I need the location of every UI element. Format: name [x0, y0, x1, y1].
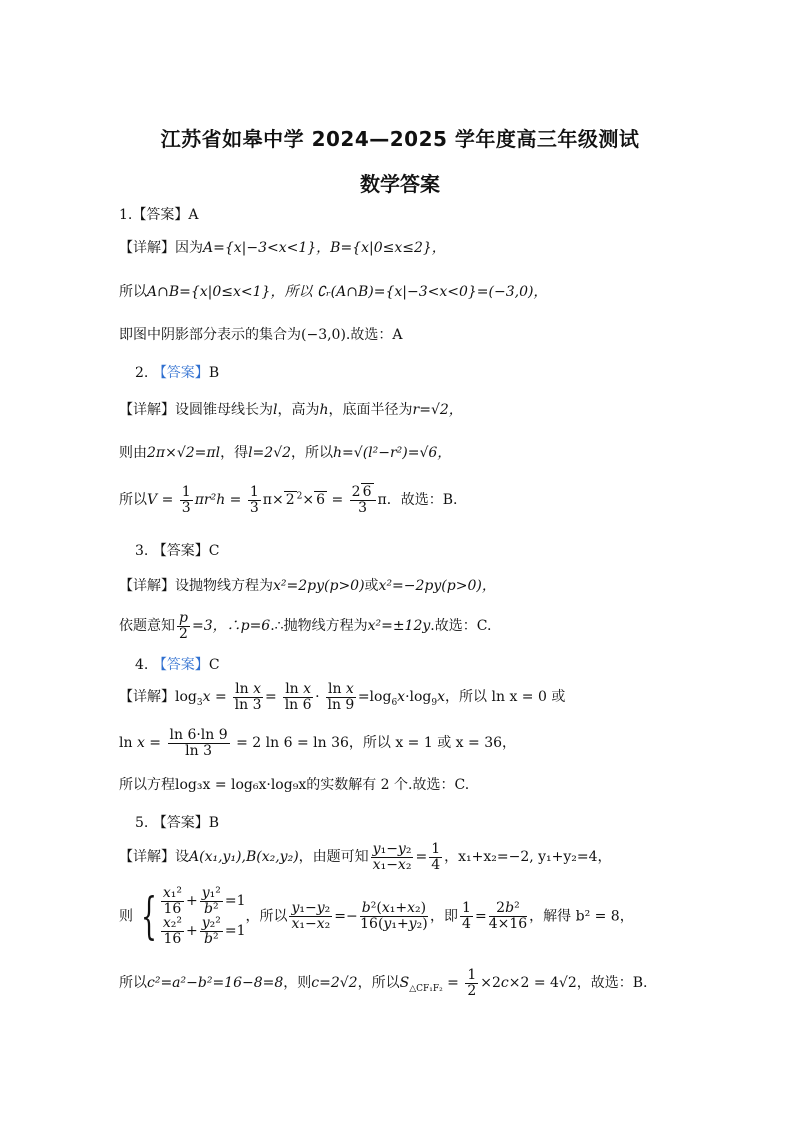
- q3-line2-math2: x²=±12y: [367, 618, 431, 635]
- q3-line1-mid: 或: [364, 578, 379, 594]
- q2-answer-value: B: [208, 365, 220, 381]
- q5-line1-text: 【详解】设: [119, 849, 189, 866]
- q2-answer-tag: 【答案】: [152, 365, 209, 381]
- q2-line2-text: 则由: [119, 445, 147, 461]
- q2-line2-mid: ，得: [220, 445, 249, 461]
- q5-line1: 【详解】设A(x₁,y₁),B(x₂,y₂)，由题可知 $\frac{\text{y₁−y₂}}{\text{x₁−x₂}}$ = $\frac{1}{4}$ ，x₁+x₂=−2, y₁+y₂=4，: [119, 841, 612, 873]
- q2-line1-text: 【详解】设圆锥母线长为: [119, 402, 273, 418]
- q5-answer: 5. 【答案】B: [135, 815, 220, 831]
- q5-line3-mid: ，则: [283, 975, 312, 992]
- q2-line3: 所以V = $\frac{1}{3}$ πr²h = $\frac{1}{3}$ π× 2 $^2$× 6 = $\frac{2 6}{3}$ π．故选：B.: [119, 484, 458, 516]
- q1-line1: [119, 240, 446, 257]
- q1-answer: 1.【答案】A: [119, 207, 199, 223]
- q2-line2-math1: 2π×√2=πl: [147, 445, 221, 461]
- page-subtitle: 数学答案: [360, 172, 440, 196]
- q4-line1-tail: ，所以 ln x = 0 或: [445, 689, 566, 706]
- q1-line3: [119, 327, 402, 344]
- q2-line2-math3: h=√(l²−r²)=√6，: [333, 445, 452, 461]
- q5-line1-mid: ，由题可知: [298, 849, 369, 866]
- q4-line1-text: 【详解】: [119, 689, 175, 706]
- q4-answer-tag: 【答案】: [152, 657, 209, 673]
- q4-answer: [135, 657, 220, 674]
- q5-line1-tail: ，x₁+x₂=−2, y₁+y₂=4，: [444, 849, 612, 866]
- q4-line3-math: log₃x = log₆x·log₉x: [175, 777, 307, 793]
- q3-line2: 依题意知 $\frac{p}{2}$ =3，∴p=6.∴抛物线方程为x²=±12y.故选：C.: [119, 610, 492, 642]
- q1-line1-math: A={x|−3<x<1}，B={x|0≤x≤2}，: [203, 240, 446, 256]
- q5-line3-mid2: ，所以: [357, 975, 400, 992]
- q5-line3-math2: c=2√2: [311, 975, 358, 992]
- q2-line1: 【详解】设圆锥母线长为l，高为h，底面半径为r=√2，: [119, 402, 463, 418]
- q5-line2-tail: ，解得 b² = 8，: [529, 908, 634, 925]
- q5-line2-mid: ，所以: [245, 908, 288, 925]
- q2-line1-math: r=√2，: [412, 402, 463, 418]
- q3-line1: [119, 578, 496, 595]
- page-title: 江苏省如皋中学 2024—2025 学年度高三年级测试: [160, 127, 640, 151]
- q3-line1-math2: x²=−2py(p>0)，: [378, 578, 496, 594]
- q3-line2-text: 依题意知: [119, 618, 175, 635]
- q1-line3-math: (−3,0): [301, 327, 346, 343]
- q2-line3-text: 所以: [119, 492, 147, 509]
- q3-answer: 3. 【答案】C: [135, 543, 220, 559]
- q4-line2-tail: ，所以 x = 1 或 x = 36，: [348, 735, 517, 752]
- q3-line2-mid: .∴抛物线方程为: [270, 618, 368, 635]
- q2-num: 2.: [135, 365, 149, 381]
- q5-line2: 则 { $\frac{\text{x₁²}}{16}$ + $\frac{\text{y₁²}}{\text{b²}}$ =1 $\frac{\text{x₂²}}{16}$ + $\frac{\text{y₂²}}{\text{b²}}$ =1 ，所以 $\frac{\text{y₁−y₂}}{\text{x₁−x₂}}$ =− $\frac{\text{b²(x₁+x₂)}}{\text{16(y₁+y₂)}}$ ，即 $\frac{1}{4}$ = $\frac{\text{2b²}}{4\times 16}$ ，解得 b² = 8，: [119, 885, 634, 948]
- q1-line2-text: 所以: [119, 284, 147, 300]
- q1-line2-math: A∩B={x|0≤x<1}，所以 ∁ᵣ(A∩B)={x|−3<x<0}=(−3,0)，: [147, 284, 548, 300]
- q4-line2: ln x = $\frac{\ln 6\cdot\ln 9}{\ln 3}$ = 2 ln 6 = ln 36，所以 x = 1 或 x = 36，: [119, 727, 517, 759]
- q3-line1-math1: x²=2py(p>0): [273, 578, 365, 594]
- q4-answer-value: C: [208, 657, 220, 673]
- q2-line3-tail: ．故选：B.: [386, 492, 458, 509]
- q1-line2: [119, 284, 547, 301]
- q5-line3-math: c²=a²−b²=16−8=8: [147, 975, 284, 992]
- q5-line2-text: 则: [119, 908, 133, 925]
- q5-line3: 所以c²=a²−b²=16−8=8，则c=2√2，所以$S_{\triangle CF_1F_2}$ = $\frac{1}{2}$ ×2c×2 = 4√2，故选：B.: [119, 967, 648, 999]
- q4-line3-text: 所以方程: [119, 777, 175, 793]
- q4-line3-tail: 的实数解有 2 个.故选：C.: [306, 777, 470, 793]
- q2-line1-mid2: ，底面半径为: [328, 402, 413, 418]
- q1-line3-tail: .故选：A: [345, 327, 403, 343]
- q4-line1: 【详解】$\log_3x$ = $\frac{\text{ln x}}{\ln 3}$ = $\frac{\text{ln x}}{\ln 6}$ · $\frac{\text{ln x}}{\ln 9}$ $=\log_6x\cdot\log_9x$，所以 ln x = 0 或: [119, 681, 566, 713]
- q1-line1-text: 【详解】因为: [119, 240, 203, 256]
- q2-line1-mid1: ，高为: [277, 402, 320, 418]
- q1-line3-text: 即图中阴影部分表示的集合为: [119, 327, 301, 343]
- q4-num: 4.: [135, 657, 149, 673]
- q4-line3: [119, 777, 469, 794]
- q2-line2: [119, 445, 451, 462]
- q3-line2-math: =3，∴p=6: [191, 618, 271, 635]
- q3-line2-tail: .故选：C.: [430, 618, 492, 635]
- q2-line2-math2: l=2√2: [248, 445, 292, 461]
- q5-line3-tail: ，故选：B.: [576, 975, 648, 992]
- q5-line3-text: 所以: [119, 975, 147, 992]
- q5-line2-mid2: ，即: [430, 908, 459, 925]
- q2-answer: [135, 365, 219, 382]
- q2-line2-mid2: ，所以: [291, 445, 334, 461]
- q5-line1-math: A(x₁,y₁),B(x₂,y₂): [189, 849, 299, 866]
- q3-line1-text: 【详解】设抛物线方程为: [119, 578, 273, 594]
